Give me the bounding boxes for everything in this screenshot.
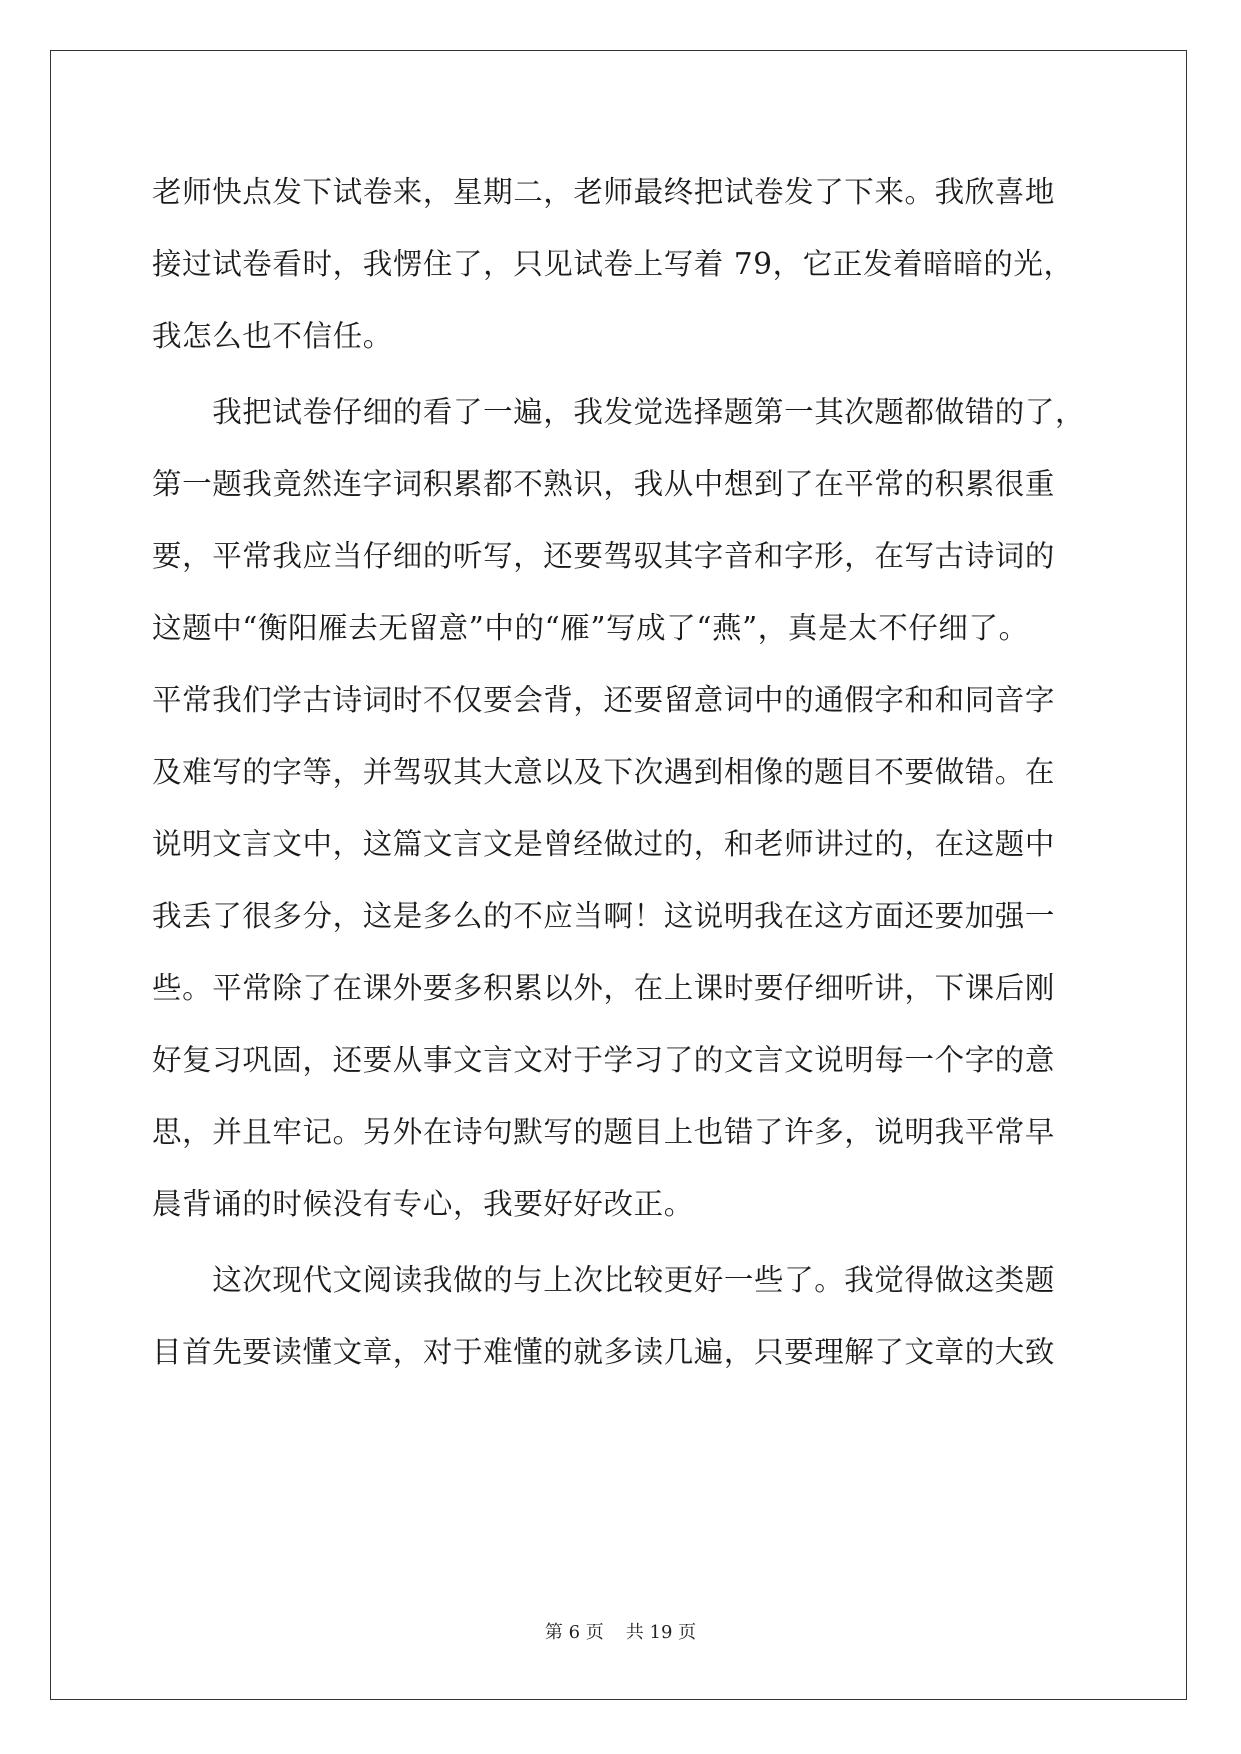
page-border [50, 50, 1187, 1700]
text-line: 我怎么也不信任。 [152, 319, 393, 353]
text-line: 要，平常我应当仔细的听写，还要驾驭其字音和字形，在写古诗词的 [152, 539, 1056, 573]
text-line: 些。平常除了在课外要多积累以外，在上课时要仔细听讲，下课后刚 [152, 971, 1056, 1005]
text-line: 第一题我竟然连字词积累都不熟识，我从中想到了在平常的积累很重 [152, 467, 1056, 501]
text-line: 好复习巩固，还要从事文言文对于学习了的文言文说明每一个字的意 [152, 1043, 1056, 1077]
page-total: 共 19 页 [625, 1622, 697, 1643]
text-line: 平常我们学古诗词时不仅要会背，还要留意词中的通假字和和同音字 [152, 683, 1056, 717]
text-line: 我丢了很多分，这是多么的不应当啊！这说明我在这方面还要加强一 [152, 899, 1056, 933]
text-line: 晨背诵的时候没有专心，我要好好改正。 [152, 1187, 694, 1221]
text-line: 老师快点发下试卷来，星期二，老师最终把试卷发了下来。我欣喜地 [152, 175, 1056, 209]
text-line: 说明文言文中，这篇文言文是曾经做过的，和老师讲过的，在这题中 [152, 827, 1056, 861]
text-line: 思，并且牢记。另外在诗句默写的题目上也错了许多，说明我平常早 [152, 1115, 1056, 1149]
page-number: 第 6 页 [544, 1622, 604, 1643]
text-line: 这次现代文阅读我做的与上次比较更好一些了。我觉得做这类题 [152, 1263, 1056, 1297]
page-footer [0, 1618, 1241, 1644]
text-line: 我把试卷仔细的看了一遍，我发觉选择题第一其次题都做错的了， [152, 395, 1086, 429]
text-line: 这题中“衡阳雁去无留意”中的“雁”写成了“燕”，真是太不仔细了。 [152, 611, 1029, 645]
text-line: 及难写的字等，并驾驭其大意以及下次遇到相像的题目不要做错。在 [152, 755, 1056, 789]
text-line: 接过试卷看时，我愣住了，只见试卷上写着 79，它正发着暗暗的光， [152, 247, 1074, 281]
text-line: 目首先要读懂文章，对于难懂的就多读几遍，只要理解了文章的大致 [152, 1335, 1056, 1369]
